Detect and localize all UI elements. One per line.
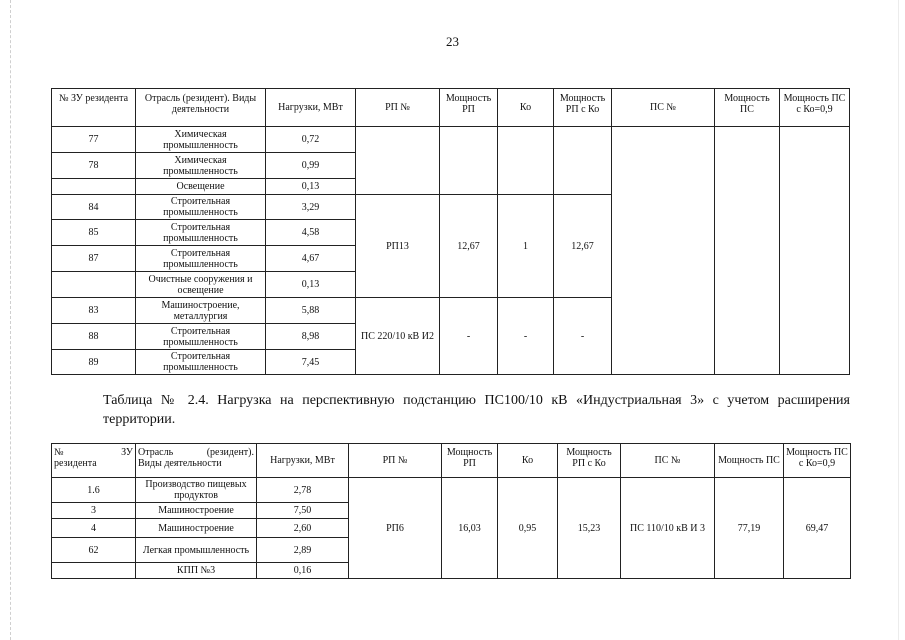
- cell-rp: РП6: [349, 478, 442, 579]
- header-zu-zu: ЗУ: [121, 447, 134, 458]
- header-rp: РП №: [356, 89, 440, 127]
- cell-ko: 0,95: [498, 478, 558, 579]
- header-zu-line2: резидента: [54, 458, 97, 469]
- header-branch-a: Отрасль: [138, 447, 174, 458]
- cell-load: 8,98: [266, 324, 356, 350]
- cell-branch: КПП №3: [136, 563, 257, 579]
- cell-rp: ПС 220/10 кВ И2: [356, 298, 440, 375]
- cell-load: 7,50: [257, 503, 349, 519]
- cell-branch: Строительная промышленность: [136, 195, 266, 220]
- cell-load: 5,88: [266, 298, 356, 324]
- cell-load: 2,89: [257, 538, 349, 563]
- cell-zu: 78: [52, 153, 136, 179]
- empty-rp-cell: [356, 127, 440, 195]
- cell-zu: 3: [52, 503, 136, 519]
- cell-rp: РП13: [356, 195, 440, 298]
- cell-rp-power-ko: -: [554, 298, 612, 375]
- header-zu-line1: [54, 447, 133, 458]
- cell-branch: Строительная промышленность: [136, 350, 266, 375]
- cell-branch: Производство пищевых продуктов: [136, 478, 257, 503]
- header-ko: Ко: [498, 444, 558, 478]
- cell-ko: -: [498, 298, 554, 375]
- header-zu: [52, 444, 136, 478]
- cell-load: 2,60: [257, 519, 349, 538]
- cell-load: 0,99: [266, 153, 356, 179]
- header-zu: № ЗУ резидента: [52, 89, 136, 127]
- header-ps-power-ko: Мощность ПС с Ко=0,9: [784, 444, 851, 478]
- empty-ps-power-ko-cell: [780, 127, 850, 375]
- header-ps: ПС №: [612, 89, 715, 127]
- cell-zu: 1.6: [52, 478, 136, 503]
- cell-load: 0,13: [266, 179, 356, 195]
- cell-branch: Очистные сооружения и освещение: [136, 272, 266, 298]
- cell-rp-power: 16,03: [442, 478, 498, 579]
- cell-ko: 1: [498, 195, 554, 298]
- cell-ps: ПС 110/10 кВ И 3: [621, 478, 715, 579]
- cell-branch: Освещение: [136, 179, 266, 195]
- empty-ps-cell: [612, 127, 715, 375]
- table-header-row: [52, 444, 851, 478]
- header-rp-power-ko: Мощность РП с Ко: [558, 444, 621, 478]
- header-branch: Отрасль (резидент). Виды деятельности: [136, 89, 266, 127]
- empty-power-cell: [440, 127, 498, 195]
- header-ps-power: Мощность ПС: [715, 89, 780, 127]
- header-branch-b: (резидент).: [206, 447, 254, 458]
- load-table-1: [51, 88, 850, 375]
- header-ps-power-ko: Мощность ПС с Ко=0,9: [780, 89, 850, 127]
- cell-zu: 89: [52, 350, 136, 375]
- cell-load: 0,13: [266, 272, 356, 298]
- header-rp-power: Мощность РП: [440, 89, 498, 127]
- header-branch-line2: Виды деятельности: [138, 458, 222, 469]
- table-row: [52, 478, 851, 503]
- load-table-2: [51, 443, 851, 579]
- page-number: 23: [446, 34, 459, 49]
- cell-zu: 88: [52, 324, 136, 350]
- cell-load: 7,45: [266, 350, 356, 375]
- cell-load: 2,78: [257, 478, 349, 503]
- table-row: [52, 127, 850, 153]
- cell-branch: Машиностроение: [136, 503, 257, 519]
- edge-rule: [898, 0, 899, 640]
- cell-branch: Строительная промышленность: [136, 220, 266, 246]
- cell-ps-power: 77,19: [715, 478, 784, 579]
- cell-load: 0,72: [266, 127, 356, 153]
- cell-zu: 62: [52, 538, 136, 563]
- header-zu-no: №: [54, 447, 92, 458]
- header-rp: РП №: [349, 444, 442, 478]
- table-header-row: [52, 89, 850, 127]
- cell-branch: Строительная промышленность: [136, 246, 266, 272]
- empty-ko-cell: [498, 127, 554, 195]
- cell-zu: [52, 272, 136, 298]
- cell-zu: 77: [52, 127, 136, 153]
- cell-branch: Машиностроение, металлургия: [136, 298, 266, 324]
- cell-branch: Химическая промышленность: [136, 153, 266, 179]
- cell-branch: Легкая промышленность: [136, 538, 257, 563]
- header-rp-power: Мощность РП: [442, 444, 498, 478]
- header-ps: ПС №: [621, 444, 715, 478]
- header-load: Нагрузки, МВт: [257, 444, 349, 478]
- cell-load: 4,58: [266, 220, 356, 246]
- empty-ps-power-cell: [715, 127, 780, 375]
- cell-load: 4,67: [266, 246, 356, 272]
- cell-zu: 83: [52, 298, 136, 324]
- cell-rp-power: -: [440, 298, 498, 375]
- header-ko: Ко: [498, 89, 554, 127]
- cell-zu: [52, 179, 136, 195]
- cell-zu: 87: [52, 246, 136, 272]
- header-rp-power-ko: Мощность РП с Ко: [554, 89, 612, 127]
- header-load: Нагрузки, МВт: [266, 89, 356, 127]
- cell-zu: 84: [52, 195, 136, 220]
- cell-zu: [52, 563, 136, 579]
- cell-rp-power-ko: 15,23: [558, 478, 621, 579]
- cell-zu: 4: [52, 519, 136, 538]
- table-caption: Таблица № 2.4. Нагрузка на перспективную подстанцию ПС100/10 кВ «Индустриальная 3» с учетом расширения территории.: [103, 393, 850, 427]
- header-branch: [136, 444, 257, 478]
- cell-rp-power: 12,67: [440, 195, 498, 298]
- cell-branch: Строительная промышленность: [136, 324, 266, 350]
- margin-rule: [10, 0, 11, 640]
- cell-ps-power-ko: 69,47: [784, 478, 851, 579]
- cell-branch: Химическая промышленность: [136, 127, 266, 153]
- header-ps-power: Мощность ПС: [715, 444, 784, 478]
- header-branch-line1: [138, 447, 254, 458]
- cell-rp-power-ko: 12,67: [554, 195, 612, 298]
- cell-load: 3,29: [266, 195, 356, 220]
- cell-zu: 85: [52, 220, 136, 246]
- empty-power-ko-cell: [554, 127, 612, 195]
- cell-load: 0,16: [257, 563, 349, 579]
- cell-branch: Машиностроение: [136, 519, 257, 538]
